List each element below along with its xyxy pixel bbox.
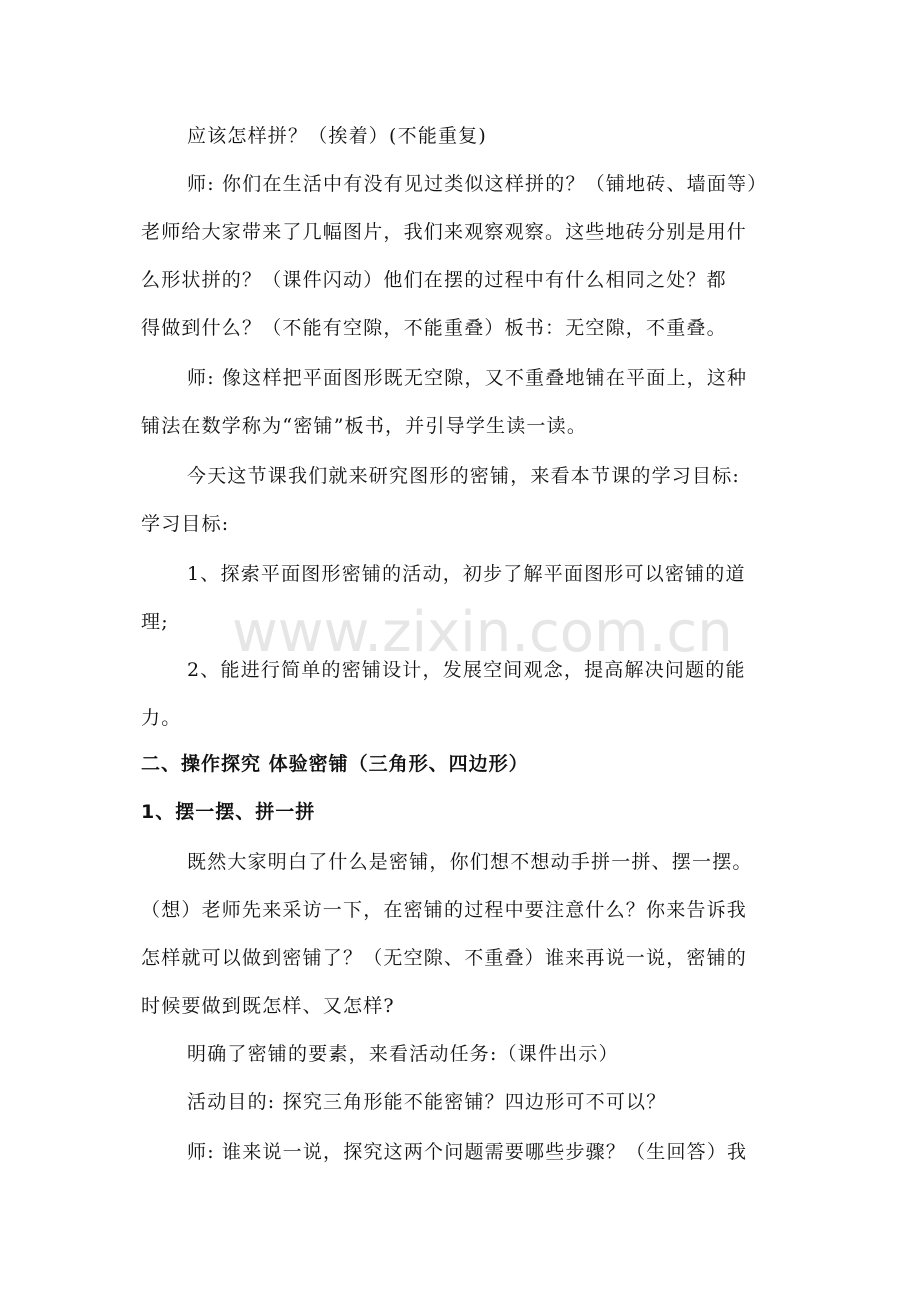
paragraph-line: 今天这节课我们就来研究图形的密铺，来看本节课的学习目标: (187, 465, 741, 487)
paragraph-line: 铺法在数学称为“密铺”板书，并引导学生读一读。 (141, 415, 588, 437)
paragraph-line: 时候要做到既怎样、又怎样? (141, 995, 395, 1017)
paragraph-line: （想）老师先来采访一下，在密铺的过程中要注意什么？你来告诉我 (141, 899, 748, 921)
paragraph-line: 么形状拼的？（课件闪动）他们在摆的过程中有什么相同之处？都 (141, 269, 727, 291)
paragraph-line: 师: 像这样把平面图形既无空隙，又不重叠地铺在平面上，这种 (187, 367, 748, 389)
paragraph-line: 应该怎样拼？（挨着）(不能重复) (187, 125, 488, 147)
paragraph-line: 活动目的: 探究三角形能不能密铺？四边形可不可以？ (187, 1091, 667, 1113)
paragraph-line: 学习目标: (141, 513, 230, 535)
paragraph-line: 力。 (141, 707, 182, 729)
paragraph-line: 既然大家明白了什么是密铺，你们想不想动手拼一拼、摆一摆。 (187, 851, 753, 873)
watermark: www.zixin.com.cn (232, 600, 733, 665)
paragraph-line: 2、能进行简单的密铺设计，发展空间观念，提高解决问题的能 (187, 659, 746, 681)
paragraph-line: 师: 谁来说一说，探究这两个问题需要哪些步骤？（生回答）我 (187, 1141, 748, 1163)
paragraph-line: 老师给大家带来了几幅图片，我们来观察观察。这些地砖分别是用什 (141, 221, 748, 243)
paragraph-line: 师: 你们在生活中有没有见过类似这样拼的？（铺地砖、墙面等） (187, 173, 768, 195)
paragraph-line: 怎样就可以做到密铺了？（无空隙、不重叠）谁来再说一说，密铺的 (141, 947, 748, 969)
paragraph-line: 理; (141, 611, 169, 633)
paragraph-line: 1、探索平面图形密铺的活动，初步了解平面图形可以密铺的道 (187, 563, 746, 585)
section-heading: 二、操作探究 体验密铺（三角形、四边形） (141, 753, 529, 775)
paragraph-line: 明确了密铺的要素，来看活动任务:（课件出示） (187, 1043, 619, 1065)
subsection-heading: 1、摆一摆、拼一拼 (141, 801, 316, 823)
paragraph-line: 得做到什么？（不能有空隙，不能重叠）板书：无空隙，不重叠。 (141, 317, 727, 339)
